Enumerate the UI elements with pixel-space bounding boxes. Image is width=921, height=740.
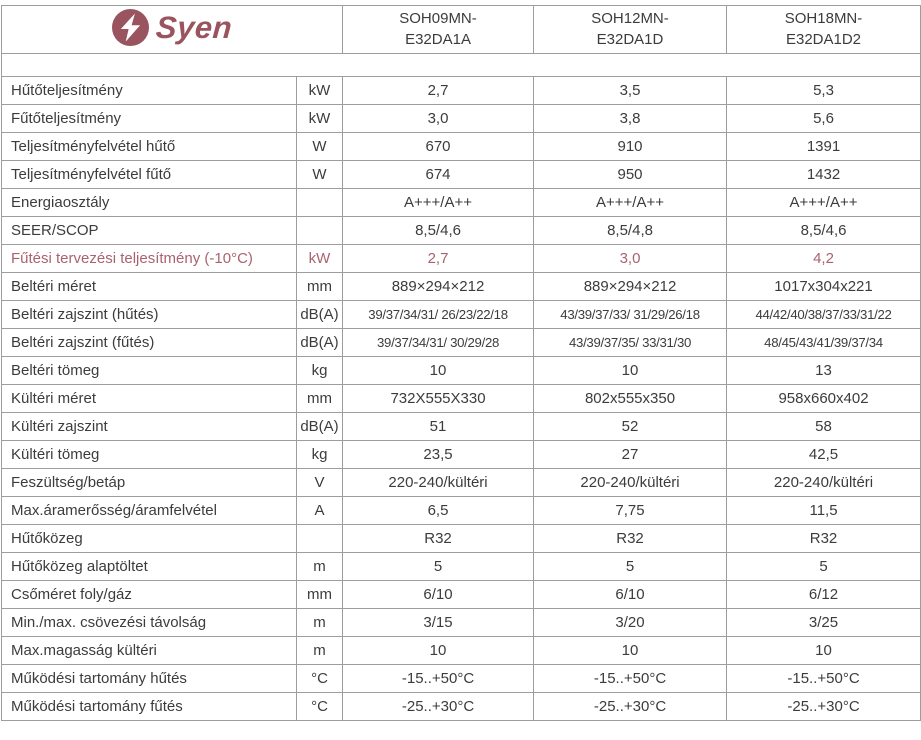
row-label: Hűtőközeg alaptöltet	[2, 553, 297, 581]
spec-row	[2, 413, 921, 441]
value-cell: 23,5	[343, 441, 534, 469]
unit-cell: kg	[297, 441, 343, 469]
value-cell: 3/15	[343, 609, 534, 637]
model-name-line: E32DA1D	[596, 30, 664, 48]
value-cell: 220-240/kültéri	[534, 469, 727, 497]
value-cell: 2,7	[343, 77, 534, 105]
model-header-3	[727, 6, 921, 54]
spec-row	[2, 161, 921, 189]
value-cell: R32	[727, 525, 921, 553]
unit-cell: kW	[297, 77, 343, 105]
row-label: Csőméret foly/gáz	[2, 581, 297, 609]
product-spec-table	[1, 5, 921, 721]
unit-cell	[297, 525, 343, 553]
value-cell: 58	[727, 413, 921, 441]
value-cell: 3/25	[727, 609, 921, 637]
row-label: SEER/SCOP	[2, 217, 297, 245]
lightning-bolt-icon	[112, 9, 149, 46]
value-cell: 52	[534, 413, 727, 441]
value-cell: 889×294×212	[343, 273, 534, 301]
value-cell: 5	[727, 553, 921, 581]
spec-row	[2, 273, 921, 301]
unit-cell: °C	[297, 665, 343, 693]
value-cell: 3,5	[534, 77, 727, 105]
row-label: Teljesítményfelvétel fűtő	[2, 161, 297, 189]
unit-cell: dB(A)	[297, 413, 343, 441]
value-cell: 3,8	[534, 105, 727, 133]
value-cell: 8,5/4,8	[534, 217, 727, 245]
brand-logo-cell	[2, 6, 343, 54]
value-cell: 5,6	[727, 105, 921, 133]
brand-wordmark: Syen	[154, 9, 234, 45]
value-cell: R32	[343, 525, 534, 553]
unit-cell: m	[297, 637, 343, 665]
model-header-2	[534, 6, 727, 54]
value-cell: A+++/A++	[534, 189, 727, 217]
value-cell: 1432	[727, 161, 921, 189]
model-name-line: SOH12MN-	[591, 10, 669, 28]
value-cell: 51	[343, 413, 534, 441]
value-cell: 4,2	[727, 245, 921, 273]
unit-cell: V	[297, 469, 343, 497]
value-cell: 10	[727, 637, 921, 665]
value-cell: 5,3	[727, 77, 921, 105]
spec-row	[2, 441, 921, 469]
value-cell: 6/10	[534, 581, 727, 609]
unit-cell: m	[297, 609, 343, 637]
row-label: Max.magasság kültéri	[2, 637, 297, 665]
table-header-row	[2, 6, 921, 54]
unit-cell	[297, 217, 343, 245]
value-cell: 958x660x402	[727, 385, 921, 413]
row-label: Feszültség/betáp	[2, 469, 297, 497]
value-cell: 8,5/4,6	[343, 217, 534, 245]
unit-cell: mm	[297, 273, 343, 301]
unit-cell: m	[297, 553, 343, 581]
spec-row	[2, 301, 921, 329]
value-cell: 10	[534, 637, 727, 665]
spec-row	[2, 469, 921, 497]
value-cell: 950	[534, 161, 727, 189]
row-label: Kültéri tömeg	[2, 441, 297, 469]
value-cell: 8,5/4,6	[727, 217, 921, 245]
value-cell: 43/39/37/35/ 33/31/30	[534, 329, 727, 357]
value-cell: 7,75	[534, 497, 727, 525]
unit-cell: kW	[297, 245, 343, 273]
value-cell: 5	[343, 553, 534, 581]
value-cell: 48/45/43/41/39/37/34	[727, 329, 921, 357]
spec-row	[2, 525, 921, 553]
value-cell: 43/39/37/33/ 31/29/26/18	[534, 301, 727, 329]
value-cell: 39/37/34/31/ 26/23/22/18	[343, 301, 534, 329]
value-cell: 2,7	[343, 245, 534, 273]
value-cell: 220-240/kültéri	[727, 469, 921, 497]
value-cell: R32	[534, 525, 727, 553]
model-name-line: SOH09MN-	[399, 10, 477, 28]
value-cell: -25..+30°C	[343, 693, 534, 721]
row-label: Kültéri méret	[2, 385, 297, 413]
spec-row	[2, 385, 921, 413]
value-cell: -15..+50°C	[534, 665, 727, 693]
row-label: Beltéri zajszint (fűtés)	[2, 329, 297, 357]
spec-row	[2, 609, 921, 637]
spec-table-body	[2, 77, 921, 721]
unit-cell: dB(A)	[297, 329, 343, 357]
value-cell: A+++/A++	[343, 189, 534, 217]
value-cell: 910	[534, 133, 727, 161]
unit-cell: kW	[297, 105, 343, 133]
spec-row	[2, 77, 921, 105]
model-name-line: E32DA1D2	[785, 30, 862, 48]
row-label: Hűtőközeg	[2, 525, 297, 553]
spec-row	[2, 245, 921, 273]
value-cell: 10	[343, 357, 534, 385]
value-cell: -15..+50°C	[343, 665, 534, 693]
model-name-line: E32DA1A	[405, 30, 471, 48]
row-label: Min./max. csövezési távolság	[2, 609, 297, 637]
value-cell: -25..+30°C	[534, 693, 727, 721]
row-label: Beltéri méret	[2, 273, 297, 301]
brand-logo	[112, 9, 232, 46]
value-cell: 732X555X330	[343, 385, 534, 413]
row-label: Fűtőteljesítmény	[2, 105, 297, 133]
row-label: Beltéri zajszint (hűtés)	[2, 301, 297, 329]
spec-row	[2, 189, 921, 217]
row-label: Működési tartomány hűtés	[2, 665, 297, 693]
value-cell: 3,0	[534, 245, 727, 273]
unit-cell: W	[297, 161, 343, 189]
value-cell: -15..+50°C	[727, 665, 921, 693]
value-cell: 674	[343, 161, 534, 189]
model-name-line: SOH18MN-	[784, 10, 863, 28]
value-cell: 13	[727, 357, 921, 385]
value-cell: 802x555x350	[534, 385, 727, 413]
value-cell: 42,5	[727, 441, 921, 469]
model-header-1	[343, 6, 534, 54]
value-cell: 6/10	[343, 581, 534, 609]
value-cell: 6,5	[343, 497, 534, 525]
unit-cell: dB(A)	[297, 301, 343, 329]
value-cell: 3,0	[343, 105, 534, 133]
spec-row	[2, 497, 921, 525]
value-cell: 11,5	[727, 497, 921, 525]
unit-cell: mm	[297, 581, 343, 609]
unit-cell: W	[297, 133, 343, 161]
row-label: Hűtőteljesítmény	[2, 77, 297, 105]
spec-row	[2, 329, 921, 357]
value-cell: 44/42/40/38/37/33/31/22	[727, 301, 921, 329]
spec-row	[2, 665, 921, 693]
spec-row	[2, 217, 921, 245]
unit-cell: A	[297, 497, 343, 525]
value-cell: -25..+30°C	[727, 693, 921, 721]
value-cell: 1391	[727, 133, 921, 161]
spec-row	[2, 693, 921, 721]
spec-row	[2, 105, 921, 133]
row-label: Kültéri zajszint	[2, 413, 297, 441]
row-label: Max.áramerősség/áramfelvétel	[2, 497, 297, 525]
value-cell: 6/12	[727, 581, 921, 609]
value-cell: 3/20	[534, 609, 727, 637]
row-label: Fűtési tervezési teljesítmény (-10°C)	[2, 245, 297, 273]
spec-row	[2, 553, 921, 581]
value-cell: 5	[534, 553, 727, 581]
value-cell: 670	[343, 133, 534, 161]
unit-cell: °C	[297, 693, 343, 721]
unit-cell	[297, 189, 343, 217]
spacer-row	[2, 54, 921, 77]
value-cell: A+++/A++	[727, 189, 921, 217]
spec-row	[2, 581, 921, 609]
value-cell: 220-240/kültéri	[343, 469, 534, 497]
row-label: Működési tartomány fűtés	[2, 693, 297, 721]
spec-row	[2, 133, 921, 161]
value-cell: 27	[534, 441, 727, 469]
spacer-cell	[2, 54, 921, 77]
value-cell: 889×294×212	[534, 273, 727, 301]
unit-cell: kg	[297, 357, 343, 385]
value-cell: 10	[534, 357, 727, 385]
row-label: Beltéri tömeg	[2, 357, 297, 385]
row-label: Energiaosztály	[2, 189, 297, 217]
value-cell: 10	[343, 637, 534, 665]
unit-cell: mm	[297, 385, 343, 413]
spec-row	[2, 357, 921, 385]
spec-row	[2, 637, 921, 665]
value-cell: 1017x304x221	[727, 273, 921, 301]
row-label: Teljesítményfelvétel hűtő	[2, 133, 297, 161]
value-cell: 39/37/34/31/ 30/29/28	[343, 329, 534, 357]
